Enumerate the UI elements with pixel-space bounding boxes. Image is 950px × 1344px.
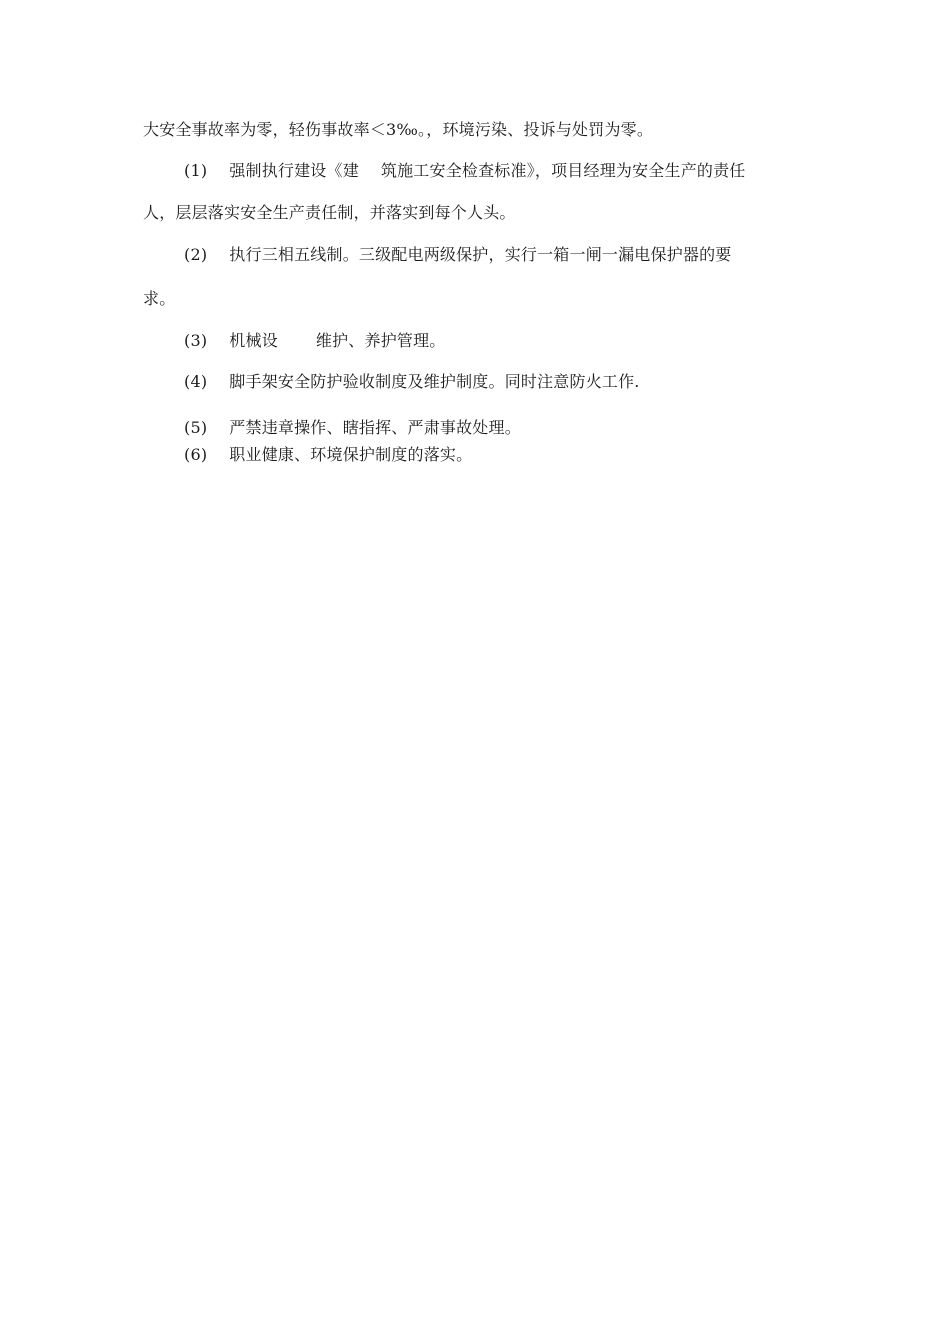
paragraph-line: [143, 120, 653, 140]
list-item-3: [184, 331, 446, 351]
list-item-1-continuation: [143, 203, 516, 223]
list-item-5: [184, 418, 521, 438]
list-number: (1): [184, 161, 208, 180]
list-text: 筑施工安全检查标准》，项目经理为安全生产的责任: [380, 161, 746, 180]
list-item-2: [184, 245, 732, 265]
list-item-4: [184, 372, 640, 392]
list-text: 脚手架安全防护验收制度及维护制度。同时注意防火工作.: [229, 372, 640, 391]
list-number: (6): [184, 445, 208, 464]
paragraph-text: 大安全事故率为零，轻伤事故率＜3‰。，环境污染、投诉与处罚为零。: [143, 120, 654, 139]
list-text: 严禁违章操作、瞎指挥、严肃事故处理。: [229, 418, 521, 437]
list-number: (3): [184, 331, 208, 350]
list-text: 维护、养护管理。: [315, 331, 446, 350]
list-item-2-continuation: [143, 289, 175, 309]
list-text: 求。: [143, 289, 176, 308]
list-text: 人，层层落实安全生产责任制，并落实到每个人头。: [143, 203, 516, 222]
list-text: 强制执行建设《建: [229, 161, 359, 180]
list-text: 机械设: [229, 331, 278, 350]
list-item-1: [184, 161, 746, 181]
list-item-6: [184, 445, 472, 465]
list-number: (4): [184, 372, 208, 391]
list-text: 职业健康、环境保护制度的落实。: [229, 445, 473, 464]
list-number: (5): [184, 418, 208, 437]
list-number: (2): [184, 245, 208, 264]
list-text: 执行三相五线制。三级配电两级保护，实行一箱一闸一漏电保护器的要: [229, 245, 732, 264]
